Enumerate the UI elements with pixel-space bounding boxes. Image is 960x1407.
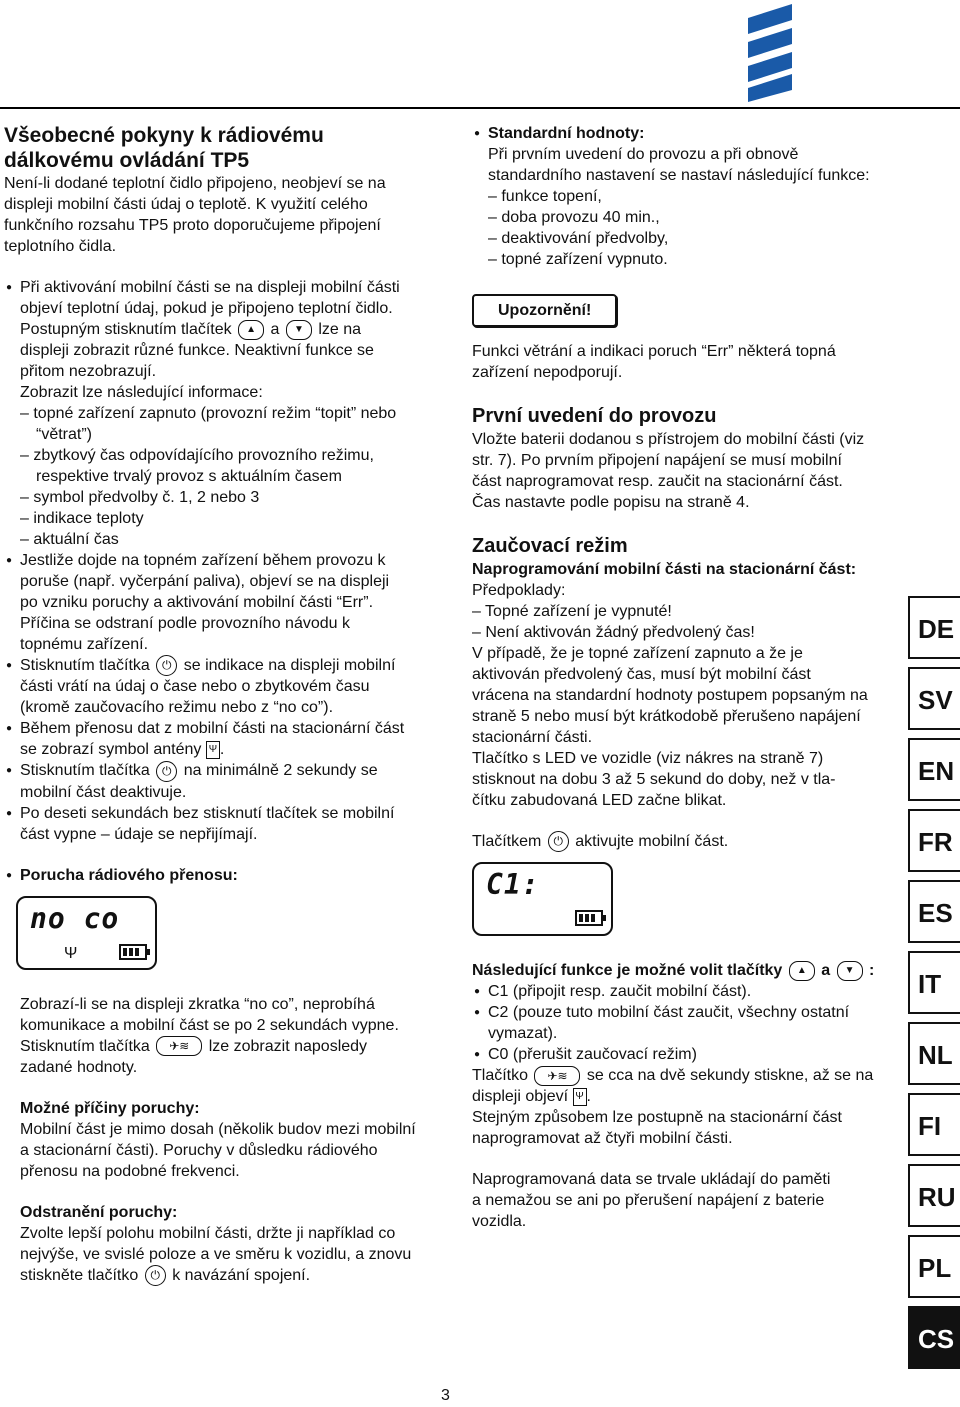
tab-nl[interactable]: NL bbox=[908, 1022, 960, 1085]
lcd-no-co: no co Ψ bbox=[16, 896, 157, 970]
bullet-activation: ● Při aktivování mobilní části se na displeji mobilní části objeví teplotní údaj, pokud je připojeno teplotní čidlo. Postupným stisknutím tlačítek ▲ a ▼ lze na displeji zobrazit různé funkce. Neaktivní funkce se přitom nezobrazují. Zobrazit lze následující informace: – topné zařízení zapnuto (provozní režim “topit” nebo “větrat”) – zbytkový čas odpovídajícího provozního režimu, respektive trvalý provoz s aktuálním časem – symbol předvolby č. 1, 2 nebo 3 – indikace teploty – aktuální čas bbox=[4, 277, 420, 550]
tab-fr[interactable]: FR bbox=[908, 809, 960, 872]
power-icon: ⏻ bbox=[548, 831, 569, 852]
antenna-icon: Ψ bbox=[206, 741, 220, 759]
bullet-error: ● Jestliže dojde na topném zařízení během provozu k poruše (např. vyčerpání paliva), objeví se na displeji po vzniku poruchy a aktivování mobilní části “Err”. Příčina se odstraní podle provozního návodu k topnému zařízení. bbox=[4, 550, 420, 655]
battery-icon bbox=[119, 944, 147, 960]
bullet-deactivate: ● Stisknutím tlačítka ⏻ na minimálně 2 sekundy se mobilní část deaktivuje. bbox=[4, 760, 420, 802]
same-text: Stejným způsobem lze postupně na stacionární část naprogramovat až čtyři mobilní části. bbox=[472, 1109, 842, 1148]
antenna-icon: Ψ bbox=[573, 1088, 587, 1106]
header-rule bbox=[0, 107, 960, 109]
power-icon: ⏻ bbox=[156, 761, 177, 782]
battery-icon bbox=[575, 910, 603, 926]
tab-en[interactable]: EN bbox=[908, 738, 960, 801]
learn-mode-heading: Zaučovací režim bbox=[472, 535, 628, 557]
eberspaecher-logo bbox=[740, 0, 800, 102]
power-icon: ⏻ bbox=[156, 655, 177, 676]
activate-text: Tlačítkem ⏻ aktivujte mobilní část. bbox=[472, 831, 902, 852]
learn-subheading: Naprogramování mobilní části na stacionární část: bbox=[472, 561, 857, 578]
fan-heat-button-icon: ✈≋ bbox=[534, 1066, 580, 1086]
intro-text: Není-li dodané teplotní čidlo připojeno, neobjeví se na displeji mobilní části údaj o teplotě. K využití celého funkčního rozsahu TP5 proto doporučujeme připojení teplotního čidla. bbox=[4, 175, 386, 255]
fix-text: Zvolte lepší polohu mobilní části, držte ji například co nejvýše, ve svislé poloze a ve směru k vozidlu, a znovu stiskněte tlačítko ⏻ k navázání spojení. bbox=[4, 1223, 420, 1286]
down-button-icon: ▼ bbox=[286, 320, 312, 340]
radio-heading: ● Porucha rádiového přenosu: bbox=[4, 865, 420, 886]
tab-es[interactable]: ES bbox=[908, 880, 960, 943]
antenna-icon: Ψ bbox=[64, 944, 78, 962]
radio-text: Zobrazí-li se na displeji zkratka “no co”, neprobíhá komunikace a mobilní část se po 2 sekundách vypne. Stisknutím tlačítka ✈≋ lze zobrazit naposledy zadané hodnoty. bbox=[20, 995, 399, 1076]
saved-text: Naprogramovaná data se trvale ukládají do paměti a nemažou se ani po přerušení napájení z baterie vozidla. bbox=[472, 1171, 831, 1231]
tab-pl[interactable]: PL bbox=[908, 1235, 960, 1298]
page-number: 3 bbox=[441, 1387, 450, 1404]
right-column: ● Standardní hodnoty: Při prvním uvedení do provozu a při obnově standardního nastavení se nastaví následující funkce: – funkce topení, – doba provozu 40 min., – deaktivování předvolby, – topné zařízení vypnuto. Upozornění! Funkci větrání a indikaci poruch “Err” některá topná zařízení nepodporují. První uvedení do provozu Vložte baterii dodanou s přístrojem do mobilní části (viz str. 7). Po prvním připojení napájení se musí mobilní část naprogramovat resp. zaučit na stacionární část. Čas nastavte podle popisu na straně 4. Zaučovací režim Naprogramování mobilní části na stacionární část: Předpoklady: – Topné zařízení je vypnuté! – Není aktivován žádný předvolený čas! V případě, že je topné zařízení zapnuto a že je aktivován předvolený čas, musí být mobilní část vrácena na standardní hodnoty postupem popsaným na straně 5 nebo musí být krátkodobě přerušeno napájení stacionární části. Tlačítko s LED ve vozidle (viz nákres na straně 7) stisknout na dobu 3 až 5 sekund do doby, než v tla- čítku zabudovaná LED začne blikat. Tlačítkem ⏻ aktivujte mobilní část. C1: Následující funkce je možné volit tlačítky ▲ a ▼ : ● C1 (připojit resp. zaučit mobilní část). ● C2 (pouze tuto mobilní část zaučit, všechny ostatní vymazat). ● C0 (přerušit zaučovací režim) Tlačítko ✈≋ se cca na dvě sekundy stiskne, až se na displeji objeví Ψ . Stejným způsobem lze postupně na stacionární část naprogramovat až čtyři mobilní části. Naprogramovaná data se trvale ukládají do paměti a nemažou se ani po přerušení napájení z baterie vozidla. bbox=[472, 123, 902, 1232]
bullet-antenna: ● Během přenosu dat z mobilní části na stacionární část se zobrazí symbol antény Ψ . bbox=[4, 718, 420, 760]
standard-values: ● Standardní hodnoty: Při prvním uvedení do provozu a při obnově standardního nastavení se nastaví následující funkce: – funkce topení, – doba provozu 40 min., – deaktivování předvolby, – topné zařízení vypnuto. bbox=[472, 123, 902, 270]
down-button-icon: ▼ bbox=[837, 961, 863, 981]
left-column bbox=[0, 123, 420, 1286]
functions-heading: Následující funkce je možné volit tlačítky ▲ a ▼ : bbox=[472, 962, 875, 980]
option-c1: ● C1 (připojit resp. zaučit mobilní část). bbox=[472, 981, 902, 1002]
power-icon: ⏻ bbox=[145, 1265, 166, 1286]
tab-de[interactable]: DE bbox=[908, 596, 960, 659]
tab-ru[interactable]: RU bbox=[908, 1164, 960, 1227]
causes-heading: Možné příčiny poruchy: bbox=[20, 1099, 200, 1117]
causes-text: Mobilní část je mimo dosah (několik budov mezi mobilní a stacionární části). Poruchy v důsledku rádiového přenosu na podobné frekvenci. bbox=[20, 1120, 416, 1180]
fan-heat-button-icon: ✈≋ bbox=[156, 1036, 202, 1056]
tab-sv[interactable]: SV bbox=[908, 667, 960, 730]
warning-badge: Upozornění! bbox=[472, 294, 617, 327]
tab-cs[interactable]: CS bbox=[908, 1306, 960, 1369]
language-tabs bbox=[908, 596, 960, 1377]
lcd-c1: C1: bbox=[472, 862, 613, 936]
bullet-power-press: ● Stisknutím tlačítka ⏻ se indikace na displeji mobilní části vrátí na údaj o čase nebo o zbytkovém času (kromě zaučovacího režimu nebo z “no co”). bbox=[4, 655, 420, 718]
first-use-heading: První uvedení do provozu bbox=[472, 405, 717, 427]
first-use-text: Vložte baterii dodanou s přístrojem do mobilní části (viz str. 7). Po prvním připojení napájení se musí mobilní část naprogramovat resp. zaučit na stacionární část. Čas nastavte podle popisu na straně 4. bbox=[472, 431, 865, 511]
fix-heading: Odstranění poruchy: bbox=[20, 1203, 178, 1221]
tab-fi[interactable]: FI bbox=[908, 1093, 960, 1156]
tab-it[interactable]: IT bbox=[908, 951, 960, 1014]
option-c0: ● C0 (přerušit zaučovací režim) bbox=[472, 1044, 902, 1065]
bullet-timeout: ● Po deseti sekundách bez stisknutí tlačítek se mobilní část vypne – údaje se nepřijímají. bbox=[4, 803, 420, 845]
section-title: Všeobecné pokyny k rádiovému dálkovému ovládání TP5 bbox=[4, 124, 324, 172]
up-button-icon: ▲ bbox=[789, 961, 815, 981]
up-button-icon: ▲ bbox=[238, 320, 264, 340]
warning-text: Funkci větrání a indikaci poruch “Err” některá topná zařízení nepodporují. bbox=[472, 343, 836, 381]
option-c2: ● C2 (pouze tuto mobilní část zaučit, všechny ostatní vymazat). bbox=[472, 1002, 902, 1044]
c0-text: Tlačítko ✈≋ se cca na dvě sekundy stiskne, až se na bbox=[472, 1067, 874, 1085]
learn-text: Předpoklady: – Topné zařízení je vypnuté! – Není aktivován žádný předvolený čas! V případě, že je topné zařízení zapnuto a že je aktivován předvolený čas, musí být mobilní část vrácena na standardní hodnoty postupem popsaným na straně 5 nebo musí být krátkodobě přerušeno napájení stacionární části. Tlačítko s LED ve vozidle (viz nákres na straně 7) stisknout na dobu 3 až 5 sekund do doby, než v tla- čítku zabudovaná LED začne blikat. bbox=[472, 582, 868, 809]
